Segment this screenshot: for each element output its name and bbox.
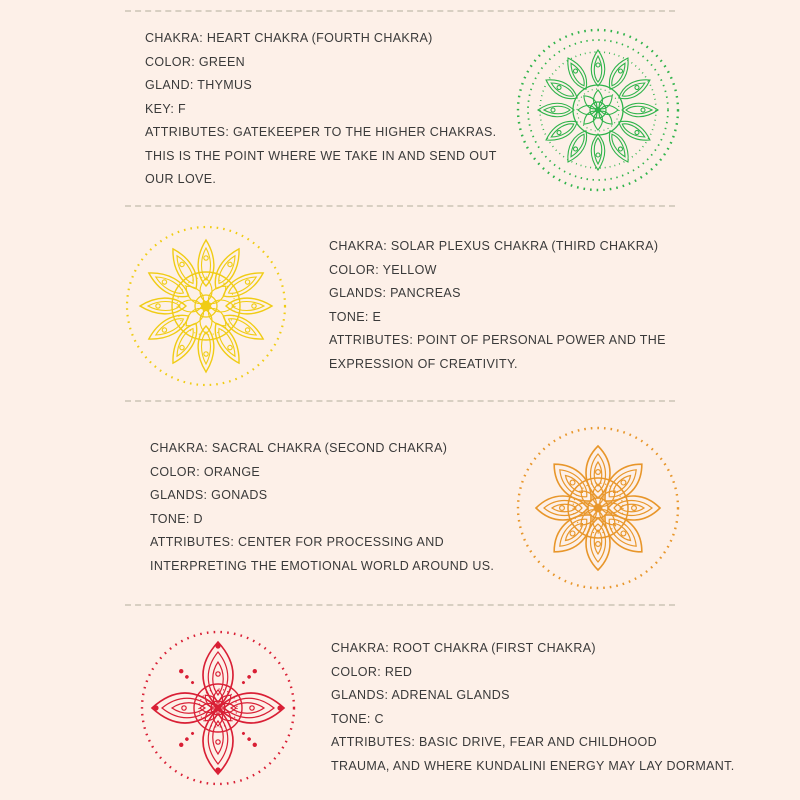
section-solar-plexus (125, 218, 675, 393)
heart-line-1: COLOR: GREEN (145, 54, 246, 69)
heart-text-block (145, 27, 497, 192)
root-text-block (331, 637, 735, 778)
solar-plexus-line-3: TONE: E (329, 309, 382, 324)
solar-plexus-line-2: GLANDS: PANCREAS (329, 286, 461, 300)
root-line-4: ATTRIBUTES: BASIC DRIVE, FEAR AND CHILDHOOD (331, 735, 657, 749)
divider-2 (125, 400, 675, 402)
heart-line-5: THIS IS THE POINT WHERE WE TAKE IN AND SEND OUT (145, 148, 497, 163)
sacral-line-4: ATTRIBUTES: CENTER FOR PROCESSING AND (150, 535, 444, 549)
heart-chakra-mandala-svg (513, 25, 683, 195)
sacral-chakra-mandala-svg (513, 423, 683, 593)
sacral-line-0: CHAKRA: SACRAL CHAKRA (SECOND CHAKRA) (150, 441, 448, 455)
sacral-line-3: TONE: D (150, 511, 203, 526)
divider-1 (125, 205, 675, 207)
sacral-text-block (150, 437, 494, 578)
sacral-line-2: GLANDS: GONADS (150, 488, 268, 502)
solar-plexus-chakra-mandala-svg (121, 221, 291, 391)
solar-plexus-line-5: EXPRESSION OF CREATIVITY. (329, 356, 518, 371)
root-line-0: CHAKRA: ROOT CHAKRA (FIRST CHAKRA) (331, 641, 596, 655)
section-root (125, 620, 735, 795)
root-chakra-mandala-svg (133, 623, 303, 793)
root-line-2: GLANDS: ADRENAL GLANDS (331, 688, 510, 702)
solar-plexus-chakra-mandala (121, 221, 291, 391)
root-chakra-mandala (133, 623, 303, 793)
heart-line-6: OUR LOVE. (145, 172, 217, 187)
heart-line-0: CHAKRA: HEART CHAKRA (FOURTH CHAKRA) (145, 31, 433, 46)
divider-top (125, 10, 675, 12)
section-sacral (125, 420, 675, 595)
section-heart (125, 22, 675, 197)
solar-plexus-line-4: ATTRIBUTES: POINT OF PERSONAL POWER AND THE (329, 333, 666, 347)
heart-chakra-mandala (513, 25, 683, 195)
heart-line-2: GLAND: THYMUS (145, 78, 253, 93)
root-line-1: COLOR: RED (331, 664, 413, 679)
heart-line-4: ATTRIBUTES: GATEKEEPER TO THE HIGHER CHAKRAS. (145, 125, 497, 140)
sacral-line-1: COLOR: ORANGE (150, 464, 261, 479)
root-line-3: TONE: C (331, 711, 384, 726)
root-line-5: TRAUMA, AND WHERE KUNDALINI ENERGY MAY LAY DORMANT. (331, 758, 735, 773)
divider-3 (125, 604, 675, 606)
solar-plexus-text-block (329, 235, 666, 376)
sacral-chakra-mandala (513, 423, 683, 593)
solar-plexus-line-0: CHAKRA: SOLAR PLEXUS CHAKRA (THIRD CHAKRA) (329, 239, 659, 253)
heart-line-3: KEY: F (145, 101, 187, 116)
sacral-line-5: INTERPRETING THE EMOTIONAL WORLD AROUND US. (150, 558, 495, 573)
solar-plexus-line-1: COLOR: YELLOW (329, 262, 437, 277)
